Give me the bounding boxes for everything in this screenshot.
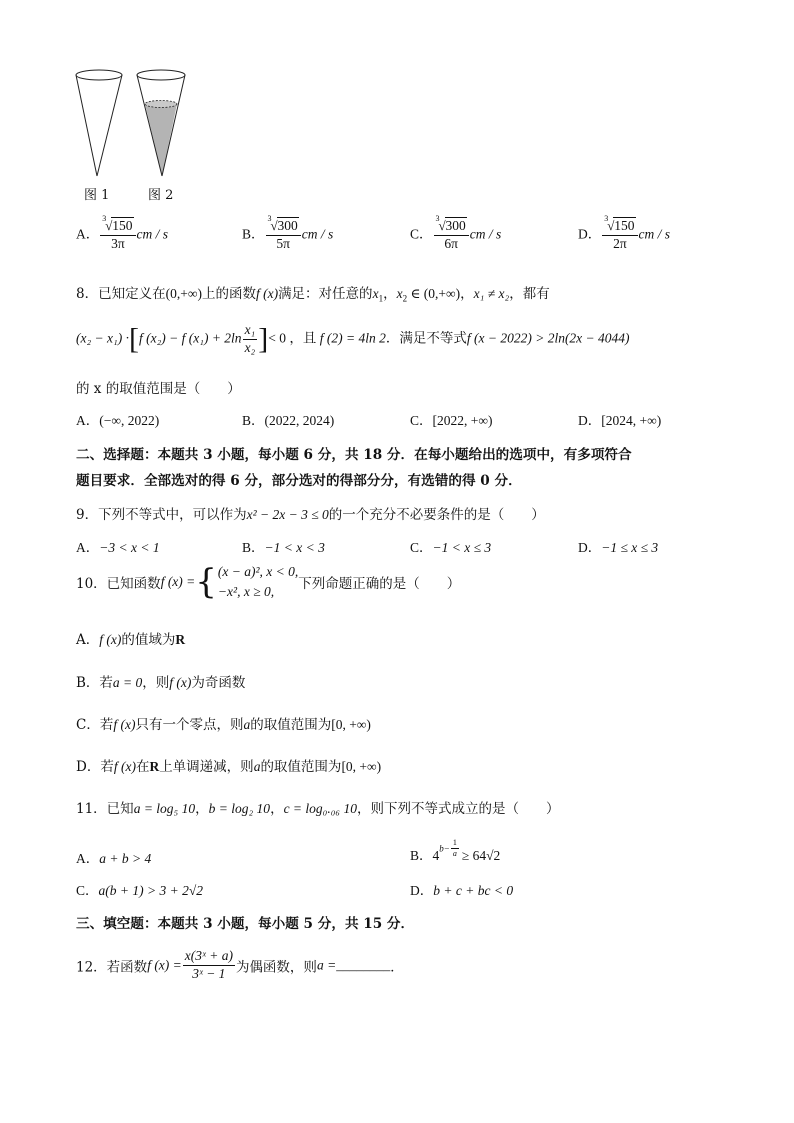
q9-option-d[interactable]: D．−1 ≤ x ≤ 3 [578, 540, 659, 555]
q8-option-a[interactable]: A．(−∞, 2022) [76, 413, 160, 428]
q8-stem-line-2: (x₂ − x₁) ·[f (x₂) − f (x₁) + 2ln $\frac{\text{x₁}}{\text{x₂}}$ ]< 0 ，且 f (2) = 4ln 2．满足不等式f (x − 2022) > 2ln(2x − 4044) [76, 322, 630, 356]
q7-option-b[interactable] [242, 214, 334, 253]
option-unit: cm / s [136, 226, 168, 242]
option-unit: cm / s [301, 226, 334, 242]
q10-option-b[interactable]: B．若a = 0，则f (x)为奇函数 [76, 675, 246, 691]
q8-stem-line-3: 的 x 的取值范围是（ ） [76, 381, 241, 397]
q7-option-c[interactable] [410, 214, 502, 253]
cone-figure-1 [76, 70, 122, 176]
q10-option-a[interactable]: A．f (x)的值域为R [76, 632, 186, 648]
q7-option-d[interactable] [578, 214, 670, 253]
q10-stem: 10．已知函数f (x) ={ (x − a)², x < 0, −x², x ≥ 0, 下列命题正确的是（ ） [76, 562, 461, 602]
q9-option-c[interactable]: C．−1 < x ≤ 3 [410, 540, 492, 555]
option-fraction: 3 √ 300 6π [434, 218, 469, 253]
q8-option-d[interactable]: D．[2024, +∞) [578, 413, 662, 428]
q12-stem: 12．若函数f (x) = $\frac{\text{x(3ˣ + a)}}{\text{3ˣ − 1}}$ 为偶函数，则a =________． [76, 948, 404, 981]
section-3-heading: 三、填空题：本题共 3 小题，每小题 5 分，共 15 分． [76, 916, 415, 932]
option-fraction: 3 √ 300 5π [266, 218, 301, 253]
q11-option-b[interactable]: B．4b− $\frac{1}{a}$ ≥ 64√2 [410, 838, 501, 863]
q8-stem-line-1: 8．已知定义在(0,+∞)上的函数f (x)满足：对任意的$x_1$，$x_2$ ∈ (0,+∞)，x₁ ≠ x₂，都有 [76, 286, 550, 304]
option-letter: A． [76, 226, 100, 242]
answer-blank[interactable]: ________ [336, 957, 391, 973]
q11-option-a[interactable]: A．a + b > 4 [76, 851, 152, 866]
option-unit: cm / s [638, 226, 670, 242]
q8-option-b[interactable]: B．(2022, 2024) [242, 413, 335, 428]
figure-2-label: 图 2 [148, 188, 174, 203]
q11-stem: 11．已知a = log₅ 10，b = log₂ 10，c = log₀.₀₆ 10，则下列不等式成立的是（ ） [76, 801, 560, 817]
figure-1-label: 图 1 [84, 188, 110, 203]
q8-option-c[interactable]: C．[2022, +∞) [410, 413, 493, 428]
option-unit: cm / s [469, 226, 502, 242]
section-2-heading-line-2: 题目要求．全部选对的得 6 分，部分选对的得部分分，有选错的得 0 分． [76, 473, 522, 489]
q9-option-a[interactable]: A．−3 < x < 1 [76, 540, 160, 555]
section-2-heading-line-1: 二、选择题：本题共 3 小题，每小题 6 分，共 18 分．在每小题给出的选项中，有多项符合 [76, 447, 632, 463]
q12-fraction: $\frac{\text{x(3ˣ + a)}}{\text{3ˣ − 1}}$ [184, 948, 233, 981]
option-letter: C． [410, 226, 433, 242]
option-fraction: 3 √ 150 2π [602, 218, 637, 253]
option-fraction: 3 √ 150 3π [100, 218, 135, 253]
option-letter: D． [578, 226, 602, 242]
q9-option-b[interactable]: B．−1 < x < 3 [242, 540, 325, 555]
q11-option-c[interactable]: C．a(b + 1) > 3 + 2√2 [76, 883, 203, 898]
option-letter: B． [242, 226, 265, 242]
q10-option-c[interactable]: C．若f (x)只有一个零点，则a的取值范围为[0, +∞) [76, 717, 371, 733]
q10-option-d[interactable]: D．若f (x)在R上单调递减，则a的取值范围为[0, +∞) [76, 759, 382, 775]
q9-stem: 9．下列不等式中，可以作为x² − 2x − 3 ≤ 0的一个充分不必要条件的是（ ） [76, 507, 545, 523]
q11-option-d[interactable]: D．b + c + bc < 0 [410, 883, 514, 898]
q7-option-a[interactable] [76, 214, 168, 253]
cone-figure-2 [137, 70, 185, 176]
